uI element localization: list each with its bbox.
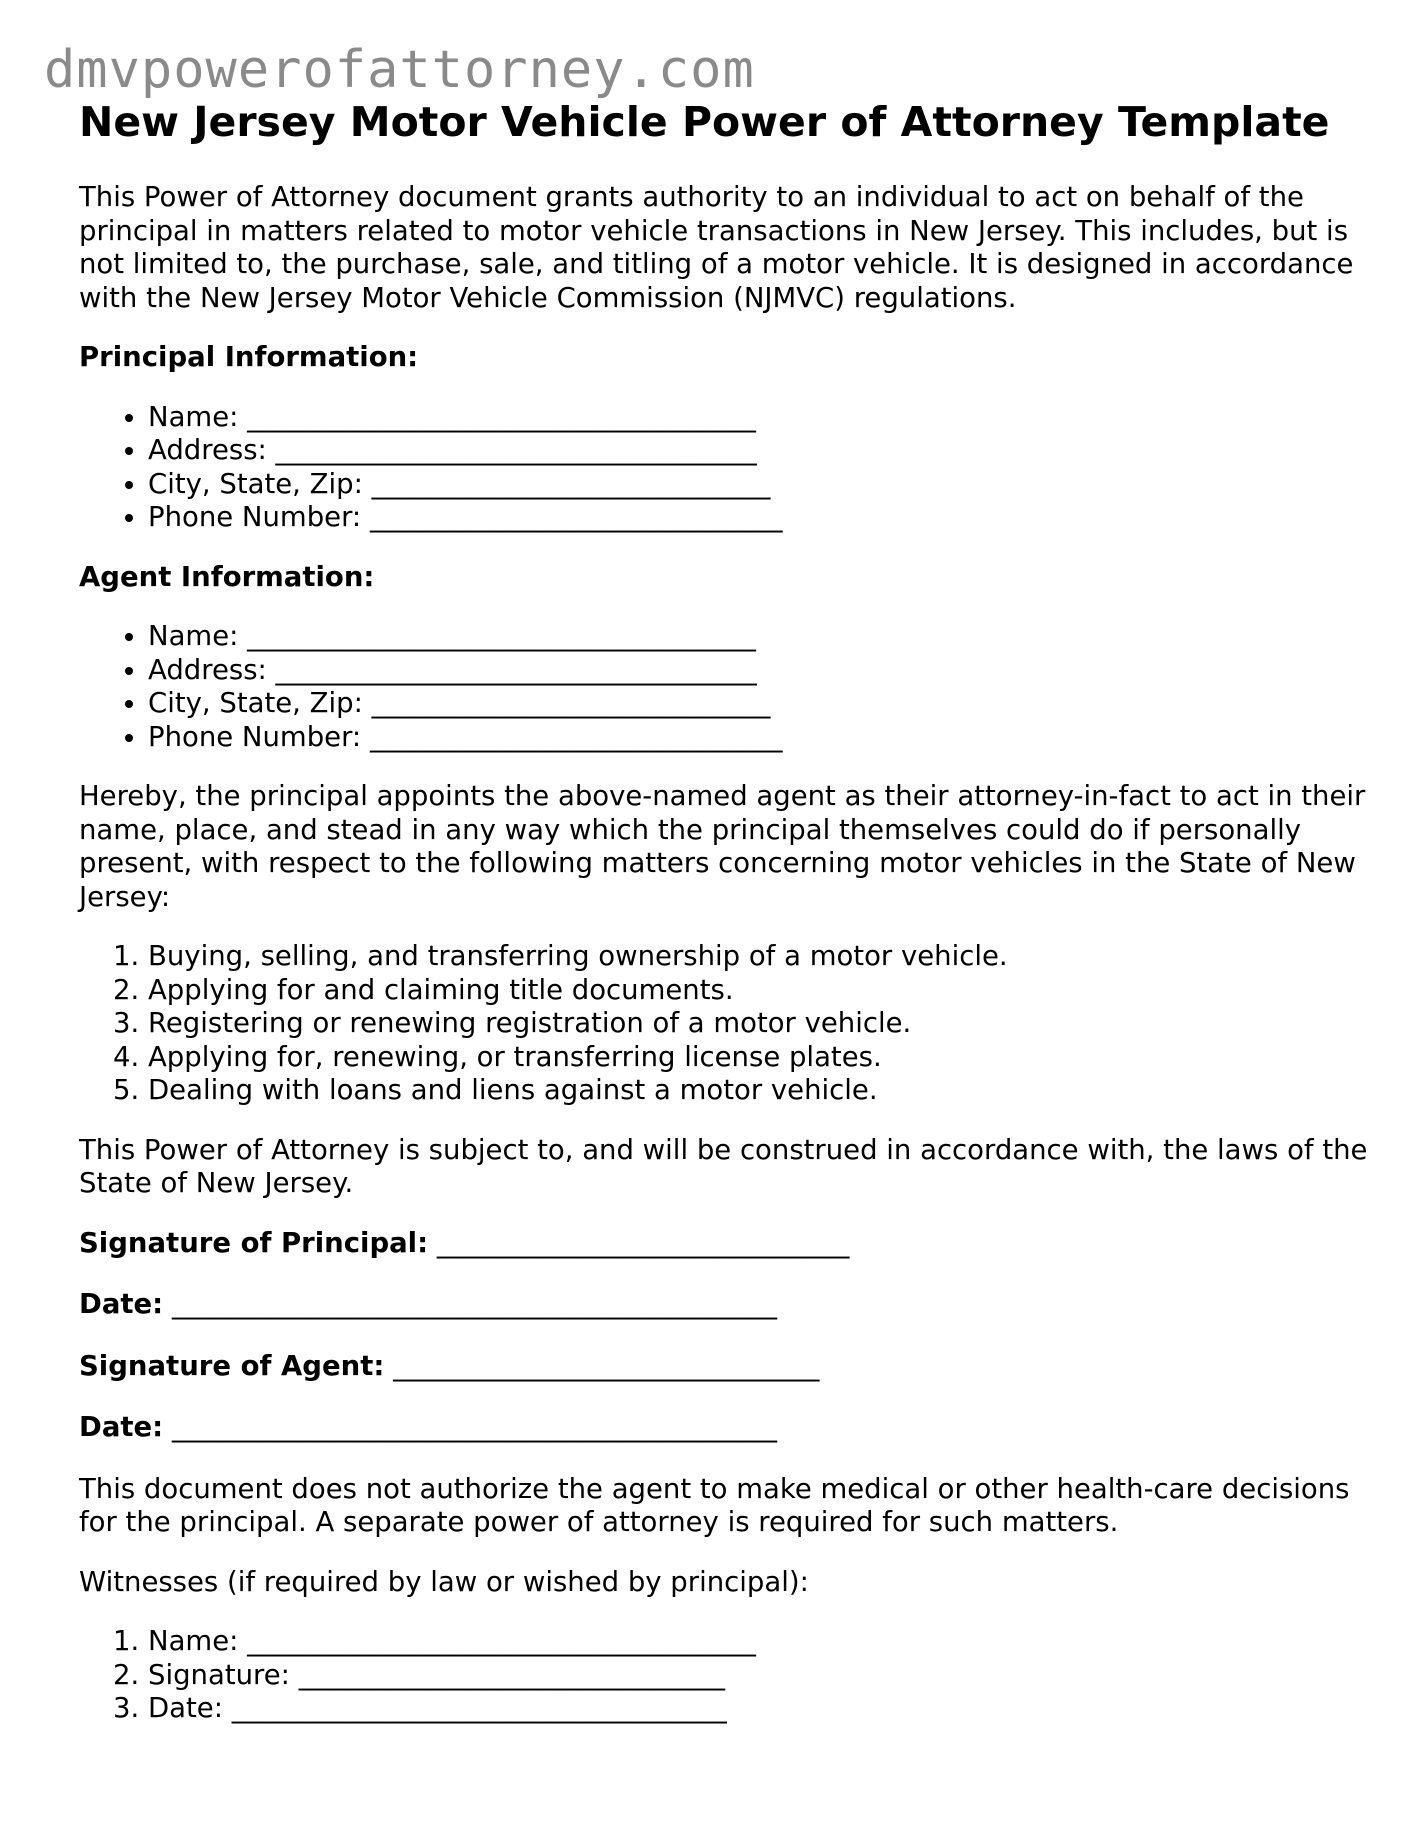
fill-in-blank: ____________________________________________ [171, 1288, 777, 1321]
signature-label: Signature of Principal: [79, 1226, 429, 1259]
witnesses-heading: Witnesses (if required by law or wished by principal): [79, 1565, 809, 1598]
fill-in-blank: ______________________________ [436, 1226, 850, 1259]
field-label: Name: [148, 400, 239, 433]
witness-name-field [148, 1625, 1369, 1659]
field-label: Phone Number: [148, 501, 362, 534]
power-item: 1. Buying, selling, and transferring ownership of a motor vehicle. [148, 940, 1369, 974]
principal-address-field [148, 434, 1369, 468]
principal-city-state-zip-field [148, 468, 1369, 502]
power-item: 4. Applying for, renewing, or transferring license plates. [148, 1041, 1369, 1075]
principal-date-line [79, 1288, 1369, 1322]
agent-name-field [148, 620, 1369, 654]
fill-in-blank: _____________________________________ [247, 620, 756, 653]
field-label: Name: [148, 620, 239, 653]
witnesses-list [79, 1625, 1369, 1726]
fill-in-blank: _____________________________________ [247, 400, 756, 433]
document-body [79, 100, 1369, 1752]
field-label: Date: [148, 1692, 223, 1725]
date-label: Date: [79, 1411, 164, 1444]
fill-in-blank: ____________________________________________ [171, 1411, 777, 1444]
signature-label: Signature of Agent: [79, 1349, 385, 1382]
date-label: Date: [79, 1288, 164, 1321]
witness-date-field [148, 1692, 1369, 1726]
agent-date-line [79, 1411, 1369, 1445]
site-watermark: dmvpowerofattorney.com [44, 40, 755, 100]
field-label: Name: [148, 1625, 239, 1658]
agent-phone-field [148, 721, 1369, 755]
fill-in-blank: _______________________________ [298, 1658, 725, 1691]
witness-signature-field [148, 1659, 1369, 1693]
fill-in-blank: _____________________________ [371, 467, 771, 500]
principal-name-field [148, 401, 1369, 435]
agent-address-field [148, 654, 1369, 688]
powers-list [79, 940, 1369, 1108]
fill-in-blank: ___________________________________ [275, 434, 757, 467]
field-label: Address: [148, 653, 267, 686]
agent-city-state-zip-field [148, 687, 1369, 721]
field-label: Signature: [148, 1658, 290, 1691]
field-label: Address: [148, 434, 267, 467]
document-title: New Jersey Motor Vehicle Power of Attorney Template [79, 98, 1330, 146]
fill-in-blank: ___________________________________ [275, 653, 757, 686]
power-item: 5. Dealing with loans and liens against a motor vehicle. [148, 1074, 1369, 1108]
field-label: City, State, Zip: [148, 687, 363, 720]
principal-signature-line [79, 1227, 1369, 1261]
governing-law-paragraph: This Power of Attorney is subject to, and will be construed in accordance with, the laws of the State of New Jersey. [79, 1133, 1368, 1200]
power-item: 3. Registering or renewing registration of a motor vehicle. [148, 1007, 1369, 1041]
field-label: Phone Number: [148, 720, 362, 753]
intro-paragraph: This Power of Attorney document grants authority to an individual to act on behalf of the principal in matters related to motor vehicle transactions in New Jersey. This includes, but is not limited to, the purchase, sale, and titling of a motor vehicle. It is designed in accordance with the New Jersey Motor Vehicle Commission (NJMVC) regulations. [79, 181, 1354, 314]
appointment-paragraph: Hereby, the principal appoints the above-named agent as their attorney-in-fact to act in their name, place, and stead in any way which the principal themselves could do if personally present, with respect to the following matters concerning motor vehicles in the State of New Jersey: [79, 780, 1366, 913]
agent-signature-line [79, 1350, 1369, 1384]
fill-in-blank: ______________________________ [369, 501, 783, 534]
disclaimer-paragraph: This document does not authorize the agent to make medical or other health-care decisions for the principal. A separate power of attorney is required for such matters. [79, 1472, 1350, 1539]
agent-info-heading: Agent Information: [79, 560, 375, 593]
power-item: 2. Applying for and claiming title documents. [148, 974, 1369, 1008]
principal-info-heading: Principal Information: [79, 341, 419, 374]
fill-in-blank: ______________________________ [369, 720, 783, 753]
principal-phone-field [148, 501, 1369, 535]
fill-in-blank: _______________________________ [393, 1349, 820, 1382]
field-label: City, State, Zip: [148, 467, 363, 500]
fill-in-blank: _____________________________ [371, 687, 771, 720]
fill-in-blank: _____________________________________ [247, 1625, 756, 1658]
principal-info-list [79, 401, 1369, 535]
fill-in-blank: ____________________________________ [231, 1692, 727, 1725]
agent-info-list [79, 620, 1369, 754]
